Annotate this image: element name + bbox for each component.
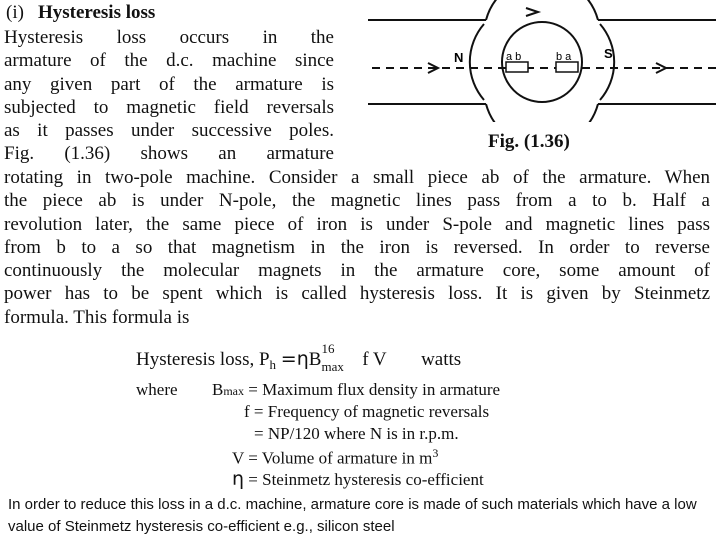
where-bmax-sub: max [223, 384, 245, 398]
formula-eta: η [296, 348, 309, 370]
where-bmax-def: = Maximum flux density in armature [248, 380, 501, 399]
formula-equals: = [280, 348, 297, 370]
paragraph-main [4, 166, 710, 329]
paragraph-line: armature of the d.c. machine since [4, 50, 334, 72]
paragraph-line: rotating in two-pole machine. Consider a small piece ab of the armature. When [4, 167, 710, 188]
section-title: Hysteresis loss [37, 2, 156, 23]
formula-lhs-sub: h [269, 357, 277, 372]
where-eta-row [232, 468, 484, 490]
paragraph-line: the piece ab is under N-pole, the magnetic lines pass from a to b. Half a [4, 190, 710, 212]
paragraph-line: revolution later, the same piece of iron is under S-pole and magnetic lines pass [4, 213, 710, 235]
pole-label-n: N [454, 50, 464, 65]
steinmetz-formula [136, 341, 462, 374]
section-number: (i) [6, 2, 24, 23]
figure-caption: Fig. (1.36) [488, 131, 570, 152]
paragraph-line: from b to a so that magnetism in the iron is reversed. In order to reverse [4, 236, 710, 258]
paragraph-line: formula. This formula is [4, 306, 190, 328]
paragraph-intro [4, 26, 334, 166]
where-v-def: V = Volume of armature in m [232, 448, 433, 468]
paragraph-line: Fig. (1.36) shows an armature [4, 143, 334, 165]
paragraph-line: as it passes under successive poles. [4, 120, 334, 142]
where-bmax: B [212, 380, 224, 399]
formula-b: B [308, 349, 322, 370]
where-eta: η [232, 468, 245, 490]
where-eta-def: = Steinmetz hysteresis co-efficient [248, 470, 484, 489]
formula-rest: f V [362, 349, 387, 370]
paragraph-line: power has to be spent which is called hysteresis loss. It is given by Steinmetz [4, 283, 710, 305]
footer-note: In order to reduce this loss in a d.c. machine, armature core is made of such materials which have a low value of Steinmetz hysteresis co-efficient e.g., silicon steel [8, 496, 697, 535]
where-f-def2: = NP/120 where N is in r.p.m. [254, 424, 459, 443]
paragraph-line: Hysteresis loss occurs in the [4, 27, 334, 48]
formula-b-sub: max [321, 359, 344, 374]
formula-exponent: 16 [321, 341, 335, 356]
armature-figure [366, 0, 718, 122]
where-v-row [232, 446, 438, 469]
section-heading [6, 2, 155, 24]
formula-unit: watts [421, 349, 462, 370]
formula-lhs: Hysteresis loss, P [136, 349, 270, 370]
paragraph-line: continuously the molecular magnets in the armature core, some amount of [4, 260, 710, 282]
pole-label-s: S [604, 46, 613, 61]
where-bmax-row [212, 380, 500, 400]
paragraph-line: any given part of the armature is [4, 73, 334, 95]
where-v-sup: 3 [432, 446, 439, 460]
piece-label-left: a b [506, 51, 522, 63]
paragraph-line: subjected to magnetic field reversals [4, 96, 334, 118]
where-label: where [136, 380, 178, 399]
where-f-def: f = Frequency of magnetic reversals [244, 402, 490, 421]
piece-label-right: b a [556, 51, 572, 63]
